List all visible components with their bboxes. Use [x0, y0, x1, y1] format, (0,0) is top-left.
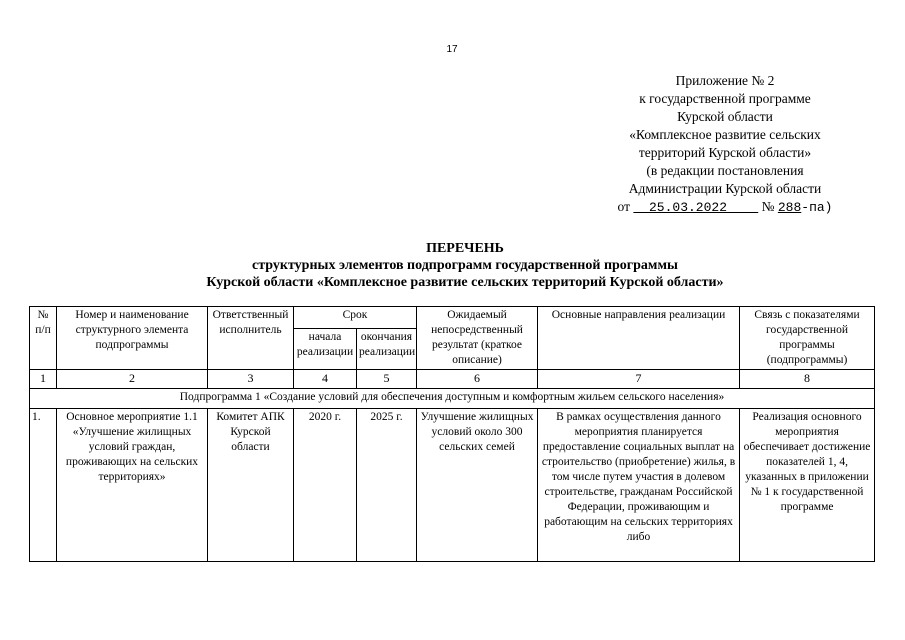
- number-prefix: №: [761, 199, 775, 214]
- heading-line: Курской области «Комплексное развитие сельских территорий Курской области»: [206, 275, 724, 290]
- row-num: 1.: [30, 409, 57, 562]
- heading-title: ПЕРЕЧЕНЬ: [426, 241, 504, 256]
- column-numbers-row: [30, 370, 875, 389]
- appendix-line: «Комплексное развитие сельских: [629, 127, 821, 142]
- subprogram-row: [30, 389, 875, 409]
- header-result: Ожидаемый непосредственный результат (краткое описание): [417, 307, 538, 370]
- row-link: Реализация основного мероприятия обеспечивает достижение показателей 1, 4, указанных в приложении № 1 к государственной программе: [740, 409, 875, 562]
- appendix-line: территорий Курской области»: [638, 145, 812, 160]
- column-number: 4: [294, 370, 357, 389]
- row-end: 2025 г.: [357, 409, 417, 562]
- date-prefix: от: [617, 199, 630, 214]
- header-term-start: начала реализации: [294, 329, 357, 370]
- header-term: Срок: [294, 307, 417, 329]
- resolution-date: 25.03.2022: [648, 200, 727, 215]
- header-num: № п/п: [30, 307, 57, 370]
- appendix-line: (в редакции постановления: [646, 163, 804, 178]
- appendix-line: Приложение № 2: [675, 73, 775, 88]
- appendix-line: Курской области: [677, 109, 773, 124]
- row-responsible: Комитет АПК Курской области: [208, 409, 294, 562]
- header-directions: Основные направления реализации: [538, 307, 740, 370]
- subprogram-title: Подпрограмма 1 «Создание условий для обеспечения доступным и комфортным жильем сельского населения»: [30, 389, 875, 409]
- structural-elements-table: [29, 306, 875, 562]
- column-number: 2: [57, 370, 208, 389]
- column-number: 3: [208, 370, 294, 389]
- resolution-number: 288: [777, 200, 802, 215]
- page-number: 17: [446, 44, 458, 55]
- document-heading: [100, 240, 830, 291]
- header-name: Номер и наименование структурного элемента подпрограммы: [57, 307, 208, 370]
- row-name: Основное мероприятие 1.1 «Улучшение жилищных условий граждан, проживающих на сельских территориях»: [57, 409, 208, 562]
- row-start: 2020 г.: [294, 409, 357, 562]
- row-directions: В рамках осуществления данного мероприятия планируется предоставление социальных выплат на строительство (приобретение) жилья, в том числе путем участия в долевом строительстве, гражданам Российской Федерации, проживающим и работающим на сельских территориях либо: [538, 409, 740, 562]
- header-link: Связь с показателями государственной программы (подпрограммы): [740, 307, 875, 370]
- column-number: 5: [357, 370, 417, 389]
- appendix-date-line: [600, 198, 850, 217]
- appendix-line: к государственной программе: [639, 91, 811, 106]
- column-number: 8: [740, 370, 875, 389]
- column-number: 1: [30, 370, 57, 389]
- header-responsible: Ответственный исполнитель: [208, 307, 294, 370]
- row-result: Улучшение жилищных условий около 300 сельских семей: [417, 409, 538, 562]
- column-number: 6: [417, 370, 538, 389]
- appendix-line: Администрации Курской области: [628, 181, 822, 196]
- appendix-block: [600, 72, 850, 217]
- heading-line: структурных элементов подпрограмм государственной программы: [252, 258, 678, 273]
- table-header-row: [30, 307, 875, 329]
- resolution-number-suffix: -па): [801, 200, 833, 215]
- table-row: [30, 409, 875, 562]
- column-number: 7: [538, 370, 740, 389]
- header-term-end: окончания реализации: [357, 329, 417, 370]
